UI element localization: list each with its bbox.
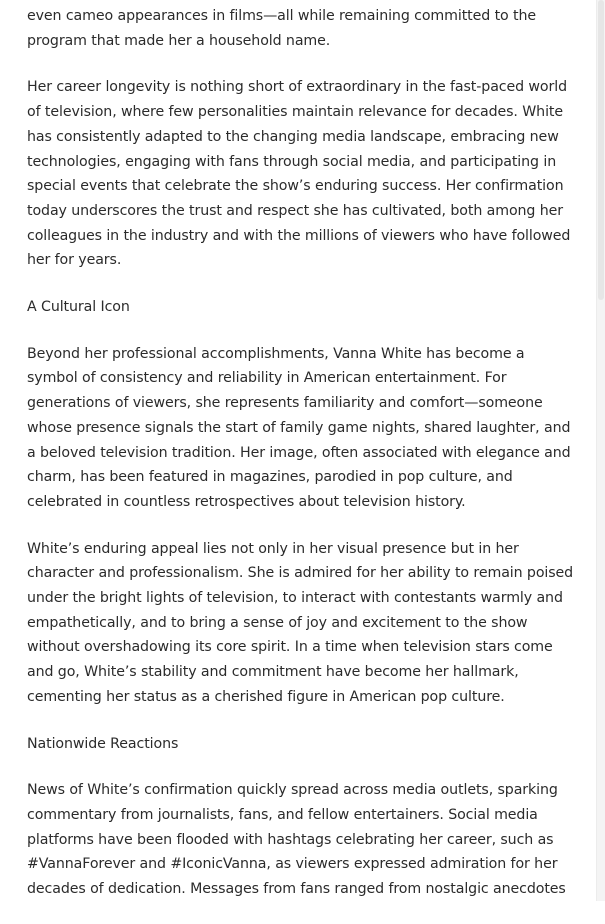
vertical-scrollbar[interactable] xyxy=(596,0,605,901)
article-paragraph: Her career longevity is nothing short of extraordinary in the fast-paced world of television, where few personalities maintain relevance for decades. White has consistently adapted to the changing media landscape, embracing new technologies, engaging with fans through social media, and participating in special events that celebrate the show’s enduring success. Her confirmation today underscores the trust and respect she has cultivated, both among her colleagues in the industry and with the millions of viewers who have followed her for years. xyxy=(27,79,571,269)
section-heading-nationwide-reactions: Nationwide Reactions xyxy=(27,735,179,752)
scrollbar-thumb[interactable] xyxy=(598,0,604,300)
article-paragraph: Beyond her professional accomplishments, Vanna White has become a symbol of consistency and reliability in American entertainment. For generations of viewers, she represents familiarity and comfort—someone whose presence signals the start of family game nights, shared laughter, and a beloved television tradition. Her image, often associated with elegance and charm, has been featured in magazines, parodied in pop culture, and celebrated in countless retrospectives about television history. xyxy=(27,345,571,510)
article-paragraph: News of White’s confirmation quickly spread across media outlets, sparking commentary from journalists, fans, and fellow entertainers. Social media platforms have been flooded with hashtags celebrating her career, such as #VannaForever and #IconicVanna, as viewers expressed admiration for her decades of dedication. Messages from fans ranged from nostalgic anecdotes xyxy=(27,782,566,898)
section-heading-cultural-icon: A Cultural Icon xyxy=(27,299,130,316)
article-paragraph: White’s enduring appeal lies not only in her visual presence but in her character and professionalism. She is admired for her ability to remain poised under the bright lights of television, to interact with contestants warmly and empathetically, and to bring a sense of joy and excitement to the show without overshadowing its core spirit. In a time when television stars come and go, White’s stability and commitment have become her hallmark, cementing her status as a cherished figure in American pop culture. xyxy=(27,540,574,705)
article-body xyxy=(27,4,575,924)
article-paragraph: even cameo appearances in films—all while remaining committed to the program that made her a household name. xyxy=(27,8,537,49)
